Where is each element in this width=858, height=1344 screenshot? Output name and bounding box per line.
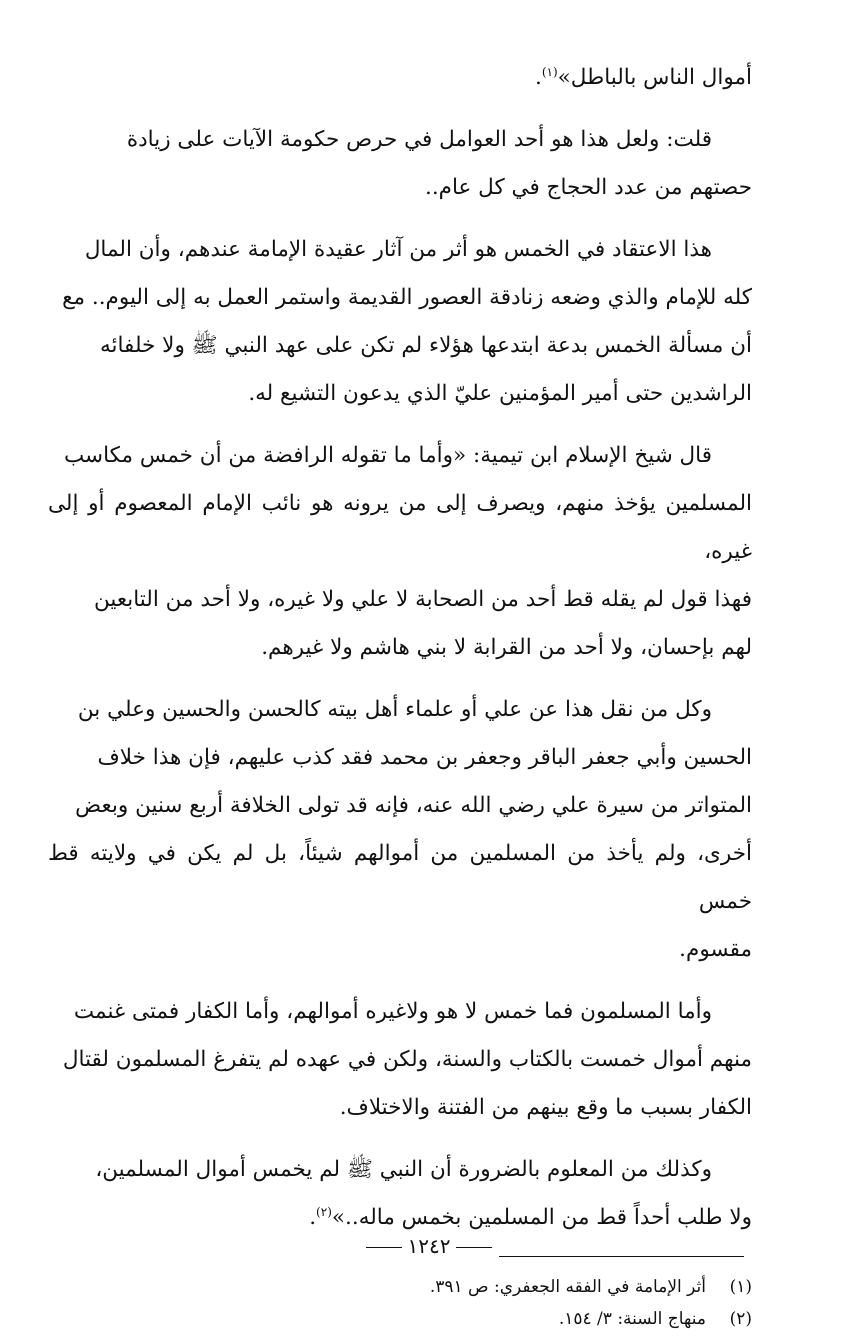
opening-line (48, 54, 752, 102)
paragraph-line: هذا الاعتقاد في الخمس هو أثر من آثار عقيدة الإمامة عندهم، وأن المال (84, 237, 712, 262)
paragraph-line: حصتهم من عدد الحجاج في كل عام.. (424, 175, 752, 200)
paragraph-line: المتواتر من سيرة علي رضي الله عنه، فإنه قد تولى الخلافة أربع سنين وبعض (75, 793, 752, 818)
opening-text: أموال الناس بالباطل» (557, 65, 752, 90)
paragraph-line: قال شيخ الإسلام ابن تيمية: «وأما ما تقوله الرافضة من أن خمس مكاسب (63, 443, 712, 468)
footnote-number: (١) (729, 1277, 752, 1297)
paragraph-line: مقسوم. (679, 937, 752, 962)
paragraph-line: الكفار بسبب ما وقع بينهم من الفتنة والاختلاف. (339, 1095, 752, 1120)
footnote-number: (٢) (729, 1309, 752, 1329)
paragraph-line: منهم أموال خمست بالكتاب والسنة، ولكن في عهده لم يتفرغ المسلمون لقتال (62, 1047, 752, 1072)
paragraph-line: ولا طلب أحداً قط من المسلمين بخمس ماله..»$^{(٢)}$. (309, 1204, 752, 1230)
paragraph-line: الحسين وأبي جعفر الباقر وجعفر بن محمد فقد كذب عليهم، فإن هذا خلاف (97, 745, 752, 770)
paragraph-5 (48, 988, 752, 1132)
paragraph-line: فهذا قول لم يقله قط أحد من الصحابة لا علي ولا غيره، ولا أحد من التابعين (94, 587, 752, 612)
paragraph-3 (48, 432, 752, 672)
footnote-marker-2: (٢) (316, 1204, 332, 1219)
paragraph-line: الراشدين حتى أمير المؤمنين عليّ الذي يدعون التشيع له. (248, 381, 752, 406)
paragraph-line: وكل من نقل هذا عن علي أو علماء أهل بيته كالحسن والحسين وعلي بن (77, 697, 712, 722)
paragraph-6 (48, 1146, 752, 1242)
footnote-marker-1: (١) (541, 64, 558, 79)
paragraph-line: أخرى، ولم يأخذ من المسلمين من أموالهم شيئاً، بل لم يكن في ولايته قط خمس (48, 841, 752, 914)
footnote-text: منهاج السنة: ٣/ ١٥٤. (558, 1309, 706, 1329)
page-number-text: ١٢٤٢ (407, 1234, 451, 1258)
paragraph-line: المسلمين يؤخذ منهم، ويصرف إلى من يرونه هو نائب الإمام المعصوم أو إلى غيره، (48, 491, 752, 564)
footnote-1 (48, 1271, 752, 1303)
paragraph-line: وكذلك من المعلوم بالضرورة أن النبي ﷺ لم يخمس أموال المسلمين، (95, 1157, 712, 1182)
folio-dash (456, 1247, 492, 1248)
paragraph-line: كله للإمام والذي وضعه زنادقة العصور القديمة واستمر العمل به إلى اليوم.. مع (62, 285, 752, 310)
opening-end: . (534, 65, 542, 90)
paragraph-line: قلت: ولعل هذا هو أحد العوامل في حرص حكومة الآيات على زيادة (126, 127, 712, 152)
paragraph-2 (48, 226, 752, 418)
folio-dash (366, 1247, 402, 1248)
paragraph-line: وأما المسلمون فما خمس لا هو ولاغيره أموالهم، وأما الكفار فمتى غنمت (73, 999, 712, 1024)
footnote-2 (48, 1303, 752, 1335)
footnote-text: أثر الإمامة في الفقه الجعفري: ص ٣٩١. (429, 1277, 706, 1297)
paragraph-4 (48, 686, 752, 974)
paragraph-line: أن مسألة الخمس بدعة ابتدعها هؤلاء لم تكن على عهد النبي ﷺ ولا خلفائه (100, 333, 752, 358)
paragraph-line: لهم بإحسان، ولا أحد من القرابة لا بني هاشم ولا غيرهم. (261, 635, 752, 660)
paragraph-1 (48, 116, 752, 212)
page-number (0, 1234, 858, 1258)
